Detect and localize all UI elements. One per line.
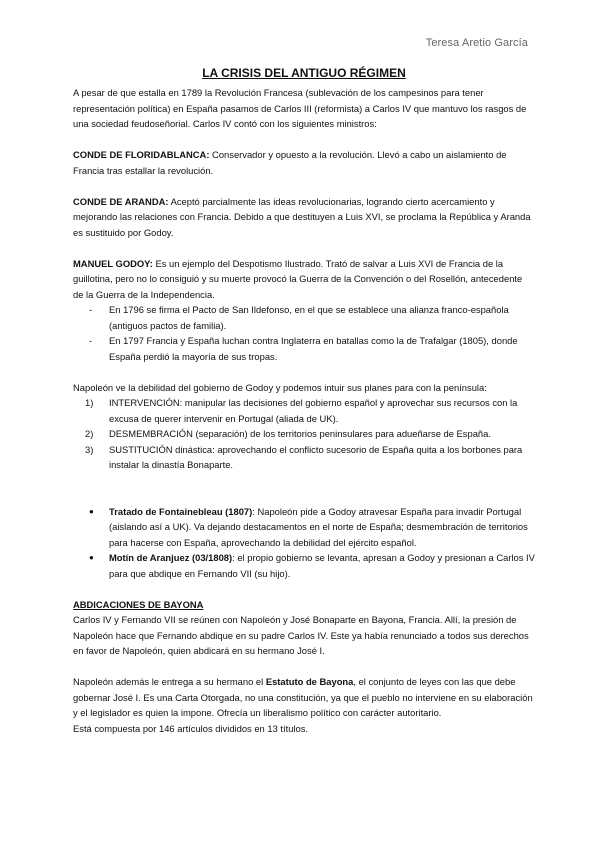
bullet-icon: ● <box>89 553 94 562</box>
minister-text: Conservador y opuesto a la revolución. Llevó a cabo un aislamiento de Francia tras estallar la revolución. <box>73 149 507 176</box>
minister-name: CONDE DE FLORIDABLANCA: <box>73 149 210 160</box>
list-number: 2) <box>85 428 94 439</box>
napoleon-plans-list <box>73 395 535 473</box>
minister-text: Es un ejemplo del Despotismo Ilustrado. Trató de salvar a Luis XVI de Francia de la guillotina, pero no lo consiguió y su muerte provocó la Guerra de la Convención o del Rosellón, antecedente de la Guerra de la Independencia. <box>73 257 523 300</box>
document-title: LA CRISIS DEL ANTIGUO RÉGIMEN <box>202 66 406 80</box>
minister-godoy <box>73 256 535 303</box>
events-list <box>73 504 535 582</box>
napoleon-intro: Napoleón ve la debilidad del gobierno de Godoy y podemos intuir sus planes para con la península: <box>73 381 487 393</box>
minister-floridablanca <box>73 147 535 178</box>
intro-paragraph: A pesar de que estalla en 1789 la Revolución Francesa (sublevación de los campesinos para tener representación política) en España pasamos de Carlos III (reformista) a Carlos IV que mantuvo los rasgos de una sociedad feudoseñorial. Carlos IV contó con los siguientes ministros: <box>73 87 527 129</box>
godoy-list <box>73 302 535 364</box>
minister-name: CONDE DE ARANDA: <box>73 195 169 207</box>
bullet-icon: ● <box>89 506 94 516</box>
dash-marker: - <box>89 304 93 315</box>
list-number: 3) <box>85 443 94 455</box>
list-item: ● Motín de Aranjuez (03/1808): el propio gobierno se levanta, apresan a Godoy y presionan a Carlos IV para que abdique en Fernando VII (su hijo). <box>89 552 535 579</box>
minister-name: MANUEL GODOY: <box>73 257 153 269</box>
articles-paragraph: Está compuesta por 146 artículos divididos en 13 títulos. <box>73 722 309 734</box>
minister-text: Aceptó parcialmente las ideas revolucionarias, logrando cierto acercamiento y mejorando las relaciones con Francia. Debido a que destituyen a Luis XVI, se proclama la República y Aranda es sustituido por Godoy. <box>73 195 531 238</box>
abdicaciones-paragraph: Carlos IV y Fernando VII se reúnen con Napoleón y José Bonaparte en Bayona, Francia. Allí, la presión de Napoleón hace que Fernando abdique en su padre Carlos IV. Este ya había renunciado a todos sus derechos en favor de Napoleón, quien abdicará en su hermano José I. <box>73 614 529 656</box>
author-name: Teresa Aretio García <box>425 37 528 49</box>
list-item: 2) DESMEMBRACIÓN (separación) de los territorios peninsulares para adueñarse de España. <box>73 426 535 442</box>
list-item: - En 1797 Francia y España luchan contra Inglaterra en batallas como la de Trafalgar (1805), donde España perdió la mayoría de sus tropas. <box>89 335 518 362</box>
dash-marker: - <box>89 335 93 346</box>
list-item: 1) INTERVENCIÓN: manipular las decisiones del gobierno español y aprovechar sus recursos con la excusa de querer intervenir en Portugal (aliada de UK). <box>85 397 518 424</box>
document-body <box>73 66 535 736</box>
estatuto-paragraph: Napoleón además le entrega a su hermano el Estatuto de Bayona, el conjunto de leyes con las que debe gobernar José I. Es una Carta Otorgada, no una constitución, ya que el pueblo no interviene en su elaboración y el legislador es quien la impone. Ofrecía un liberalismo político con carácter autoritario. <box>73 676 533 718</box>
section-heading: ABDICACIONES DE BAYONA <box>73 598 204 610</box>
minister-aranda <box>73 194 535 241</box>
list-item: 3) SUSTITUCIÓN dinástica: aprovechando el conflicto sucesorio de España quita a los borbones para instalar la dinastía Bonaparte. <box>85 443 523 470</box>
list-item: - En 1796 se firma el Pacto de San Ildefonso, en el que se establece una alianza franco-española (antiguos pactos de familia). <box>89 304 509 331</box>
list-item: ● Tratado de Fontainebleau (1807): Napoleón pide a Godoy atravesar España para invadir Portugal (aislando así a UK). Va dejando destacamentos en el norte de España; desmembración de territorios para hacerse con España, aprovechando la debilidad del ejército español. <box>89 505 528 548</box>
list-number: 1) <box>85 397 94 408</box>
